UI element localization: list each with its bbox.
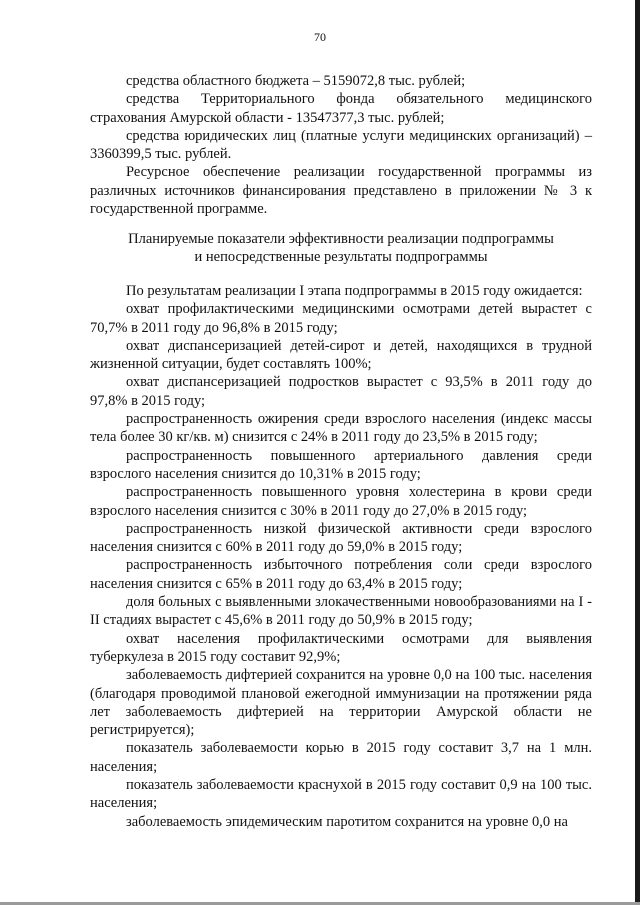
paragraph: показатель заболеваемости краснухой в 2015 году составит 0,9 на 100 тыс. населения;: [90, 777, 592, 812]
section-heading-line-2: и непосредственные результаты подпрограммы: [194, 249, 488, 266]
paragraph: заболеваемость дифтерией сохранится на уровне 0,0 на 100 тыс. населения (благодаря проводимой плановой ежегодной иммунизации на протяжении ряда лет заболеваемость дифтерией на территории Амурской области не регистрируется);: [90, 667, 592, 739]
expected-results-text: [90, 282, 592, 831]
paragraph: Ресурсное обеспечение реализации государственной программы из различных источников финансирования представлено в приложении № 3 к государственной программе.: [90, 164, 592, 218]
paragraph: охват населения профилактическими осмотрами для выявления туберкулеза в 2015 году составит 92,9%;: [90, 630, 592, 665]
paragraph: распространенность повышенного артериального давления среди взрослого населения снизится до 10,31% в 2015 году;: [90, 447, 592, 482]
paragraph: распространенность низкой физической активности среди взрослого населения снизится с 60% в 2011 году до 59,0% в 2015 году;: [90, 520, 592, 556]
paragraph: По результатам реализации I этапа подпрограммы в 2015 году ожидается:: [126, 283, 583, 299]
paragraph: охват диспансеризацией детей-сирот и детей, находящихся в трудной жизненной ситуации, будет составлять 100%;: [90, 337, 592, 373]
section-heading: [90, 230, 592, 267]
paragraph: распространенность избыточного потребления соли среди взрослого населения снизится с 65% в 2011 году до 63,4% в 2015 году;: [90, 557, 592, 592]
paragraph: заболеваемость эпидемическим паротитом сохранится на уровне 0,0 на: [126, 813, 568, 830]
funding-sources-text: [90, 72, 592, 218]
paragraph: средства Территориального фонда обязательного медицинского страхования Амурской области - 13547377,3 тыс. рублей;: [90, 91, 592, 126]
paragraph: охват диспансеризацией подростков вырастет с 93,5% в 2011 году до 97,8% в 2015 году;: [90, 374, 592, 409]
paragraph: распространенность повышенного уровня холестерина в крови среди взрослого населения снизится с 30% в 2011 году до 27,0% в 2015 году;: [90, 484, 592, 519]
section-heading-line-1: Планируемые показатели эффективности реализации подпрограммы: [128, 231, 554, 247]
scan-edge-shadow: [635, 0, 640, 905]
paragraph: средства юридических лиц (платные услуги медицинских организаций) – 3360399,5 тыс. рублей.: [90, 127, 592, 163]
paragraph: охват профилактическими медицинскими осмотрами детей вырастет с 70,7% в 2011 году до 96,8% в 2015 году;: [90, 301, 592, 336]
paragraph: показатель заболеваемости корью в 2015 году составит 3,7 на 1 млн. населения;: [90, 740, 592, 775]
page-number: 70: [314, 30, 326, 44]
paragraph: распространенность ожирения среди взрослого населения (индекс массы тела более 30 кг/кв. м) снизится с 24% в 2011 году до 23,5% в 2015 году;: [90, 411, 592, 446]
paragraph: средства областного бюджета – 5159072,8 тыс. рублей;: [126, 73, 466, 89]
paragraph: доля больных с выявленными злокачественными новообразованиями на I - II стадиях вырастет с 45,6% в 2011 году до 50,9% в 2015 году;: [90, 594, 592, 629]
